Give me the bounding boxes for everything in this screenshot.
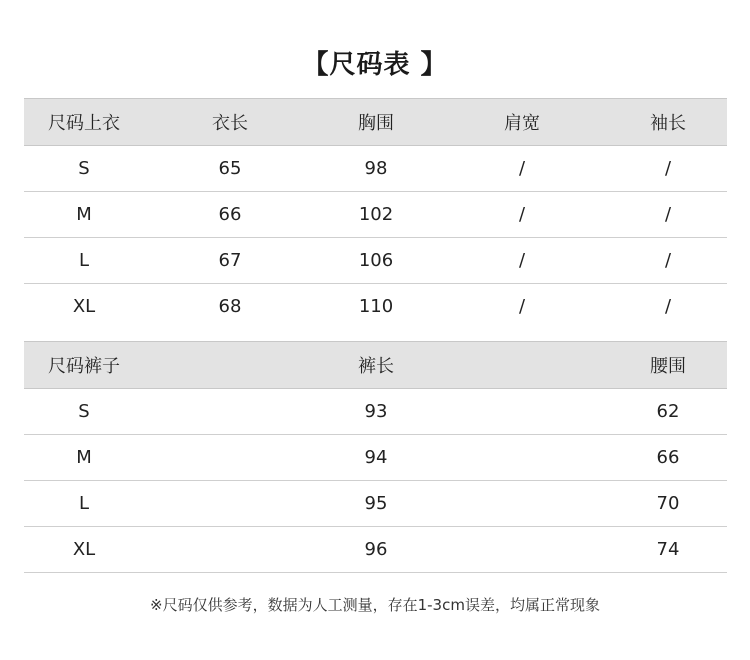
pants-header-length: 裤长 <box>358 356 394 377</box>
table-row <box>24 192 727 238</box>
tops-header-sleeve: 袖长 <box>650 113 686 134</box>
table-cell: XL <box>72 539 96 560</box>
table-cell: 74 <box>656 539 680 560</box>
table-cell: S <box>78 401 90 422</box>
table-cell: 93 <box>364 401 388 422</box>
table-cell: / <box>664 158 672 179</box>
tops-size-table <box>24 98 727 329</box>
table-row <box>24 284 727 329</box>
pants-header-size: 尺码裤子 <box>48 356 120 377</box>
footnote: ※尺码仅供参考，数据为人工测量，存在1-3cm误差，均属正常现象 <box>150 596 600 614</box>
table-cell: 95 <box>364 493 388 514</box>
tops-header-length: 衣长 <box>212 113 248 134</box>
page-title: 【尺码表 】 <box>302 50 448 80</box>
table-cell: / <box>518 158 526 179</box>
tops-header-shoulder: 肩宽 <box>504 113 540 134</box>
table-cell: L <box>78 493 90 514</box>
table-row <box>24 481 727 527</box>
tops-header-size: 尺码上衣 <box>48 113 120 134</box>
table-row <box>24 435 727 481</box>
pants-size-table <box>24 341 727 573</box>
table-cell: 65 <box>218 158 242 179</box>
tops-header-chest: 胸围 <box>358 113 394 134</box>
table-cell: / <box>664 296 672 317</box>
table-cell: / <box>518 204 526 225</box>
table-cell: / <box>518 250 526 271</box>
table-cell: 70 <box>656 493 680 514</box>
table-cell: 94 <box>364 447 388 468</box>
table-cell: XL <box>72 296 96 317</box>
table-cell: 68 <box>218 296 242 317</box>
table-cell: S <box>78 158 90 179</box>
table-cell: 67 <box>218 250 242 271</box>
table-cell: 110 <box>358 296 394 317</box>
table-cell: L <box>78 250 90 271</box>
pants-header-waist: 腰围 <box>650 356 686 377</box>
table-cell: 98 <box>364 158 388 179</box>
table-cell: M <box>76 204 92 225</box>
table-cell: / <box>518 296 526 317</box>
table-row <box>24 389 727 435</box>
table-row <box>24 527 727 573</box>
table-cell: / <box>664 250 672 271</box>
table-cell: 102 <box>358 204 394 225</box>
pants-header-row <box>24 341 727 389</box>
table-cell: 66 <box>656 447 680 468</box>
tops-header-row <box>24 98 727 146</box>
table-cell: 62 <box>656 401 680 422</box>
table-cell: 66 <box>218 204 242 225</box>
table-row <box>24 146 727 192</box>
table-row <box>24 238 727 284</box>
table-cell: 106 <box>358 250 394 271</box>
table-cell: M <box>76 447 92 468</box>
table-cell: 96 <box>364 539 388 560</box>
table-cell: / <box>664 204 672 225</box>
